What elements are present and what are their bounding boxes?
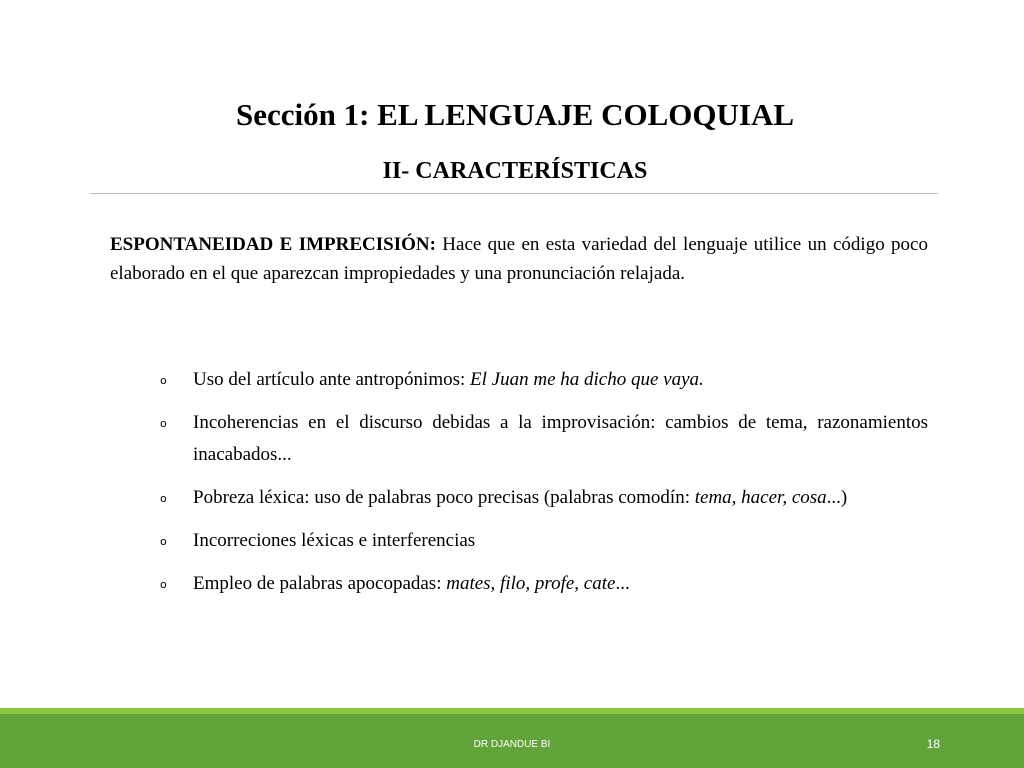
bullet-circle-icon: o — [160, 535, 167, 548]
bullet-text: Uso del artículo ante antropónimos: — [193, 369, 471, 390]
slide-subtitle: II- CARACTERÍSTICAS — [382, 158, 648, 184]
bullet-circle-icon: o — [160, 417, 167, 430]
bullet-item — [160, 482, 928, 514]
footer-author: DR DJANDUE BI — [473, 739, 551, 750]
intro-text: Hace que en esta variedad del lenguaje utilice un código poco elaborado en el que aparezcan impropiedades y una pronunciación relajada. — [110, 234, 928, 284]
bullet-circle-icon: o — [160, 374, 167, 387]
bullet-example: mates, filo, profe, cate — [446, 573, 616, 594]
intro-paragraph — [110, 230, 928, 288]
bullet-after: ... — [615, 573, 630, 594]
bullet-after: ...) — [826, 487, 848, 508]
bullet-item — [160, 525, 928, 557]
bullet-text: Empleo de palabras apocopadas: — [193, 573, 447, 594]
bullet-item — [160, 364, 928, 396]
bullet-text: Incoherencias en el discurso debidas a la improvisación: cambios de tema, razonamientos inacabados... — [193, 412, 928, 465]
bullet-circle-icon: o — [160, 492, 167, 505]
bullet-text: Pobreza léxica: uso de palabras poco precisas (palabras comodín: — [193, 487, 695, 508]
bullet-example: tema, hacer, cosa — [694, 487, 827, 508]
slide-title: Sección 1: EL LENGUAJE COLOQUIAL — [235, 97, 795, 132]
title-divider — [90, 193, 938, 194]
page-number: 18 — [926, 737, 940, 751]
bullet-item — [160, 568, 928, 600]
bullet-item — [160, 407, 928, 471]
intro-lead: ESPONTANEIDAD E IMPRECISIÓN: — [110, 234, 436, 255]
bullet-list — [160, 364, 928, 611]
bullet-text: Incorreciones léxicas e interferencias — [193, 530, 476, 551]
bullet-example: El Juan me ha dicho que vaya. — [470, 369, 704, 390]
bullet-circle-icon: o — [160, 578, 167, 591]
